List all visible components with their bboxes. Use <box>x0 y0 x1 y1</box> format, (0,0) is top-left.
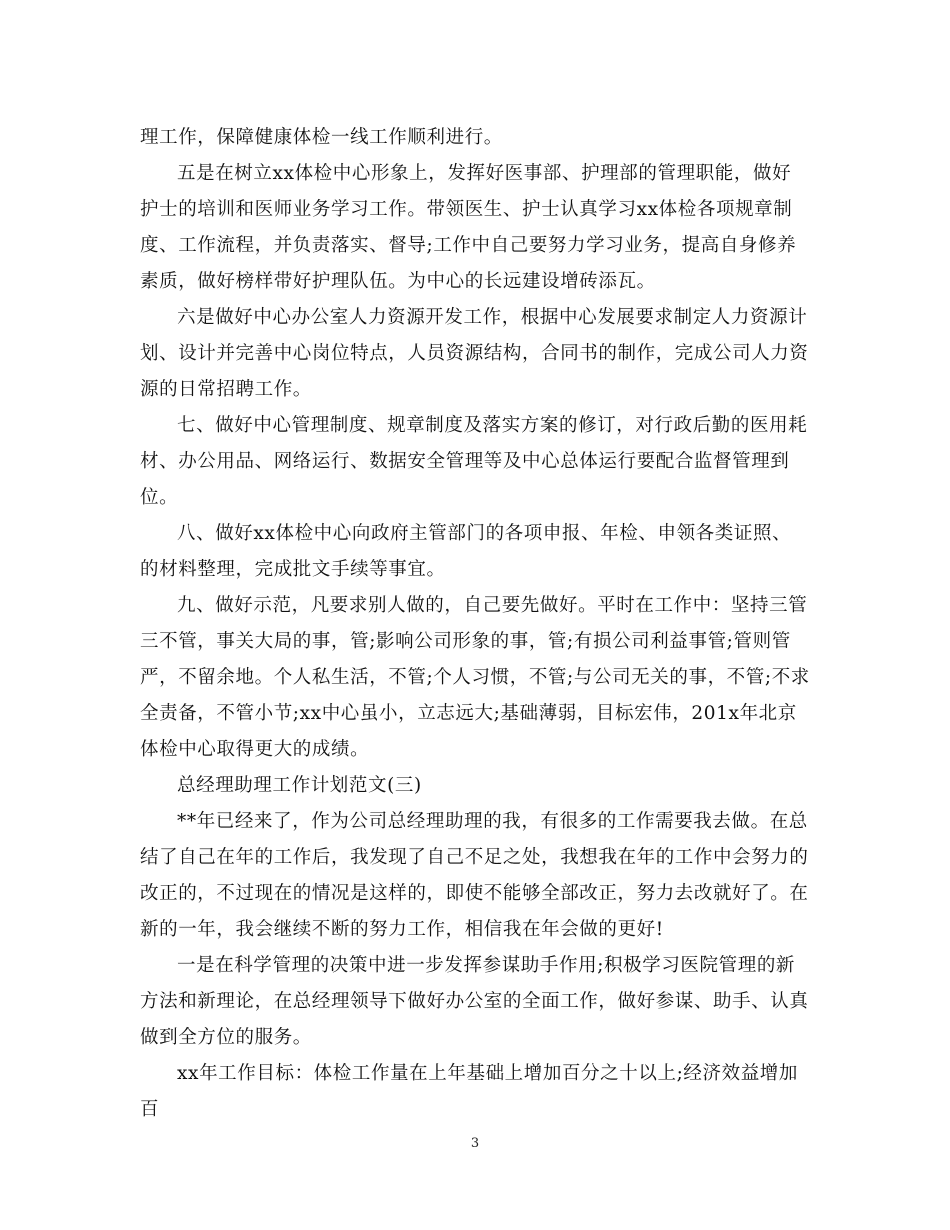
paragraph-intro: **年已经来了，作为公司总经理助理的我，有很多的工作需要我去做。在总结了自己在年的工作后，我发现了自己不足之处，我想我在年的工作中会努力的改正的，不过现在的情况是这样的，即使不能够全部改正，努力去改就好了。在新的一年，我会继续不断的努力工作，相信我在年会做的更好! <box>140 811 809 940</box>
paragraph-item-1: 一是在科学管理的决策中进一步发挥参谋助手作用;积极学习医院管理的新方法和新理论，在总经理领导下做好办公室的全面工作，做好参谋、助手、认真做到全方位的服务。 <box>140 955 809 1048</box>
paragraph-goal: xx年工作目标：体检工作量在上年基础上增加百分之十以上;经济效益增加百 <box>140 1063 799 1120</box>
paragraph-item-8: 八、做好xx体检中心向政府主管部门的各项申报、年检、申领各类证照、的材料整理，完成批文手续等事宜。 <box>140 523 792 580</box>
document-body <box>140 120 810 1128</box>
page-number: 3 <box>470 1136 480 1151</box>
paragraph-item-7: 七、做好中心管理制度、规章制度及落实方案的修订，对行政后勤的医用耗材、办公用品、网络运行、数据安全管理等及中心总体运行要配合监督管理到位。 <box>140 415 808 508</box>
paragraph-item-5: 五是在树立xx体检中心形象上，发挥好医事部、护理部的管理职能，做好护士的培训和医师业务学习工作。带领医生、护士认真学习xx体检各项规章制度、工作流程，并负责落实、督导;工作中自己要努力学习业务，提高自身修养素质，做好榜样带好护理队伍。为中心的长远建设增砖添瓦。 <box>140 163 797 292</box>
section-heading: 总经理助理工作计划范文(三) <box>177 775 422 796</box>
paragraph-item-6: 六是做好中心办公室人力资源开发工作，根据中心发展要求制定人力资源计划、设计并完善中心岗位特点，人员资源结构，合同书的制作，完成公司人力资源的日常招聘工作。 <box>140 307 809 400</box>
paragraph-continuation: 理工作，保障健康体检一线工作顺利进行。 <box>140 127 503 148</box>
paragraph-item-9: 九、做好示范，凡要求别人做的，自己要先做好。平时在工作中：坚持三管三不管，事关大局的事，管;影响公司形象的事，管;有损公司利益事管;管则管严，不留余地。个人私生活，不管;个人习惯，不管;与公司无关的事，不管;不求全责备，不管小节;xx中心虽小，立志远大;基础薄弱，目标宏伟，201x年北京体检中心取得更大的成绩。 <box>140 595 810 760</box>
